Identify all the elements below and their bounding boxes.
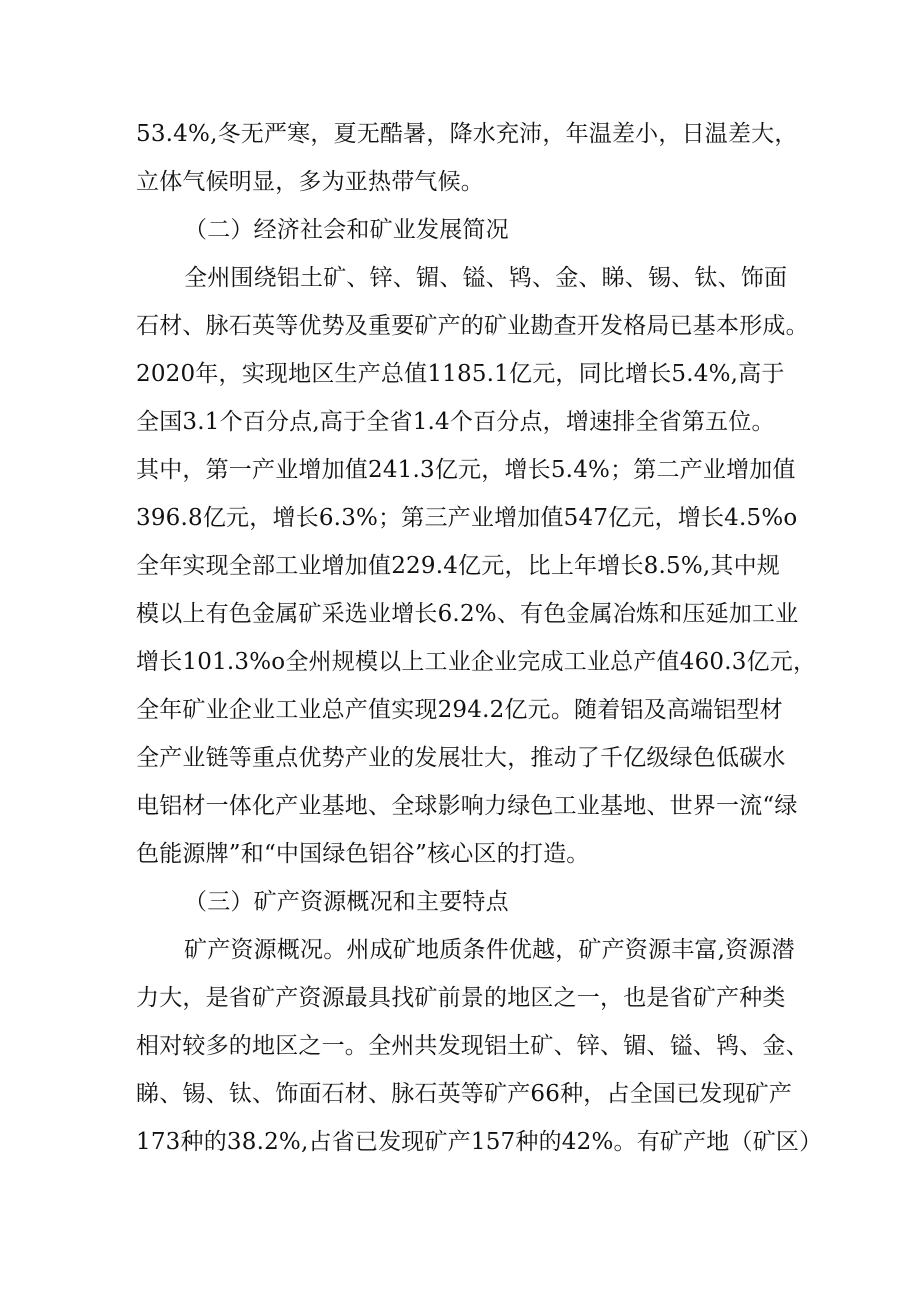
section-heading-economy: （二）经济社会和矿业发展简况 (184, 217, 509, 243)
text-line: 173种的38.2%,占省已发现矿产157种的42%。有矿产地（矿区） (136, 1129, 823, 1155)
text-line: 色能源牌”和“中国绿色铝谷”核心区的打造。 (136, 841, 590, 867)
text-line: 全年实现全部工业增加值229.4亿元，比上年增长8.5%,其中规 (136, 553, 780, 579)
text-line: 396.8亿元，增长6.3%；第三产业增加值547亿元，增长4.5%o (136, 505, 798, 531)
section-heading-mineral-resources: （三）矿产资源概况和主要特点 (184, 889, 509, 915)
text-line: 全年矿业企业工业总产值实现294.2亿元。随着铝及高端铝型材 (136, 697, 783, 723)
text-line: 全国3.1个百分点,高于全省1.4个百分点，增速排全省第五位。 (136, 409, 775, 435)
text-line: 其中，第一产业增加值241.3亿元，增长5.4%；第二产业增加值 (136, 457, 796, 483)
text-line: 矿产资源概况。州成矿地质条件优越，矿产资源丰富,资源潜 (184, 937, 795, 963)
text-line: 石材、脉石英等优势及重要矿产的矿业勘查开发格局已基本形成。 (136, 313, 809, 339)
text-line: 电铝材一体化产业基地、全球影响力绿色工业基地、世界一流“绿 (136, 793, 798, 819)
text-line: 全州围绕铝土矿、锌、镅、镒、鸨、金、睇、锡、钛、饰面 (184, 265, 788, 291)
text-line: 2020年，实现地区生产总值1185.1亿元，同比增长5.4%,高于 (136, 361, 785, 387)
text-line: 立体气候明显，多为亚热带气候。 (136, 169, 484, 195)
text-line: 增长101.3%o全州规模以上工业企业完成工业总产值460.3亿元， (136, 649, 817, 675)
text-line: 相对较多的地区之一。全州共发现铝土矿、锌、镅、镒、鸨、金、 (136, 1033, 809, 1059)
text-line: 力大，是省矿产资源最具找矿前景的地区之一，也是省矿产种类 (136, 985, 786, 1011)
text-line: 53.4%,冬无严寒，夏无酷暑，降水充沛，年温差小，日温差大， (136, 121, 798, 147)
text-line: 睇、锡、钛、饰面石材、脉石英等矿产66种，占全国已发现矿产 (136, 1081, 793, 1107)
text-line: 模以上有色金属矿采选业增长6.2%、有色金属冶炼和压延加工业 (136, 601, 799, 627)
text-line: 全产业链等重点优势产业的发展壮大，推动了千亿级绿色低碳水 (136, 745, 786, 771)
